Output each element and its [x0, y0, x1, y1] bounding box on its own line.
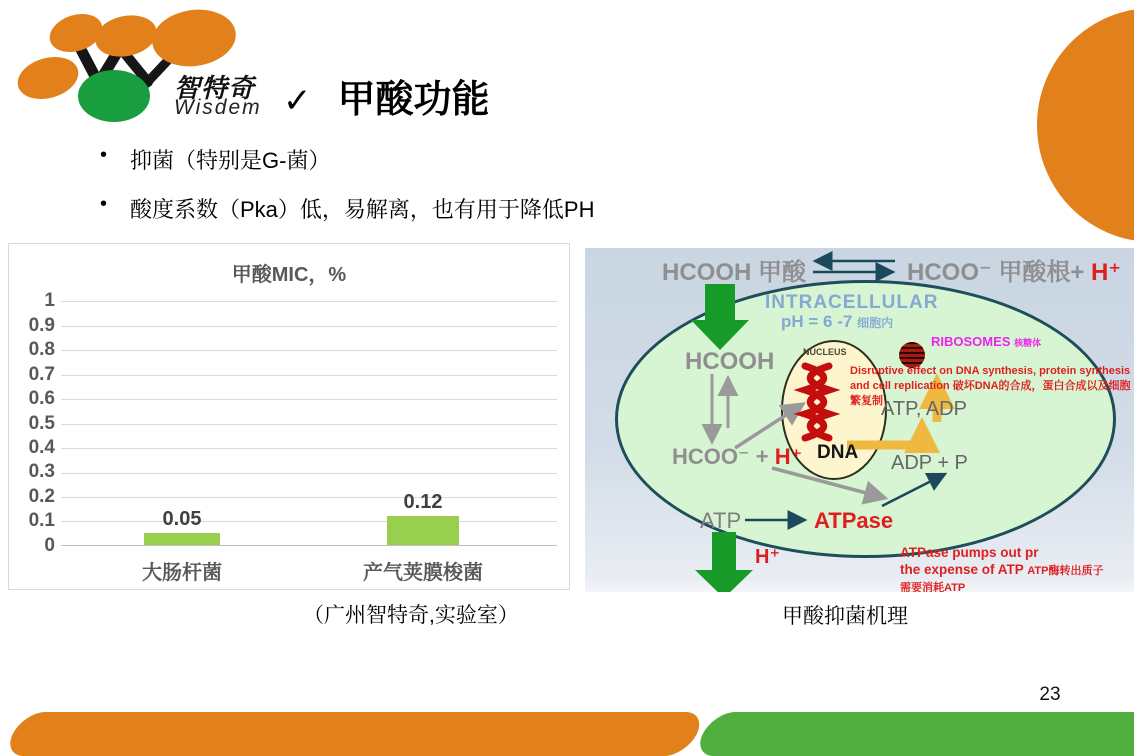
atp-adp-label: ATP, ADP	[881, 398, 967, 420]
y-tick: 0.1	[28, 510, 55, 531]
y-tick: 0.5	[28, 413, 55, 434]
gridline	[61, 399, 557, 400]
page-title	[283, 68, 490, 123]
nucleus-label: NUCLEUS	[803, 347, 847, 357]
y-tick: 0.9	[28, 315, 55, 336]
x-category-label: 产气荚膜梭菌	[363, 562, 483, 584]
list-item	[100, 193, 720, 224]
bullet-text: 抑菌（特别是G-菌）	[130, 148, 331, 173]
intracellular-label: INTRACELLULAR	[765, 292, 939, 313]
atp-label: ATP	[700, 508, 742, 533]
y-tick: 0.2	[28, 486, 55, 507]
atpase-label: ATPase	[814, 508, 894, 533]
disruption-text: Disruptive effect on DNA synthesis, protein synthesis and cell replication 破坏DNA的合成，蛋白合成以及细胞繁复制	[850, 365, 1131, 407]
hcooh-intracellular-label: HCOOH	[685, 348, 775, 375]
bar-ecoli	[144, 533, 220, 545]
hcoo-extracellular-label: HCOO⁻ 甲酸根+ H⁺	[907, 259, 1122, 286]
corner-orange-circle	[1037, 8, 1134, 242]
x-axis-line	[61, 545, 557, 546]
bullet-list	[100, 144, 720, 242]
y-tick: 0.3	[28, 461, 55, 482]
footer-orange-bar	[2, 712, 707, 756]
chart-source-caption: （广州智特奇,实验室）	[303, 604, 519, 627]
y-tick: 0.6	[28, 388, 55, 409]
gridline	[61, 473, 557, 474]
bullet-icon: •	[100, 144, 108, 166]
y-tick: 0.7	[28, 364, 55, 385]
mic-bar-chart	[8, 243, 570, 590]
gridline	[61, 350, 557, 351]
ribosomes-label: RIBOSOMES 核糖体	[931, 334, 1042, 349]
y-tick: 0.8	[28, 339, 55, 360]
bar-value-label: 0.12	[403, 491, 443, 513]
gridline	[61, 326, 557, 327]
gridline	[61, 301, 557, 302]
ph-label: pH = 6 -7 细胞内	[781, 312, 894, 331]
y-tick: 0	[44, 535, 55, 556]
adp-p-label: ADP + P	[891, 452, 968, 474]
bullet-icon: •	[100, 193, 108, 215]
green-pump-arrow	[695, 532, 753, 592]
bar-value-label: 0.05	[162, 508, 202, 530]
dna-helix-icon	[805, 366, 829, 438]
bullet-text: 酸度系数（Pka）低，易解离，也有用于降低PH	[130, 197, 595, 222]
footer-green-bar	[692, 712, 1134, 756]
gridline	[61, 424, 557, 425]
hcoo-intracellular-label: HCOO⁻ + H⁺	[672, 444, 803, 469]
company-logo	[14, 6, 274, 126]
page-number: 23	[1039, 684, 1061, 705]
hcooh-extracellular-label: HCOOH 甲酸	[662, 259, 806, 286]
diagram-caption: 甲酸抑菌机理	[782, 605, 908, 628]
green-down-arrow	[691, 284, 749, 350]
y-tick: 1	[44, 290, 55, 311]
page-title-text: 甲酸功能	[337, 79, 490, 121]
y-tick: 0.4	[28, 437, 55, 458]
list-item	[100, 144, 720, 175]
dna-label: DNA	[817, 442, 859, 463]
x-category-label: 大肠杆菌	[142, 562, 222, 584]
gridline	[61, 375, 557, 376]
hplus-pump-label: H⁺	[755, 546, 780, 568]
check-icon: ✓	[283, 82, 312, 120]
pump-text: ATPase pumps out pr the expense of ATP ATP酶转出质子 需要消耗ATP	[900, 545, 1104, 592]
brand-name-cn: 智特奇	[174, 73, 256, 103]
plot-area	[61, 301, 557, 546]
chart-title: 甲酸MIC，%	[231, 264, 347, 286]
gridline	[61, 448, 557, 449]
mechanism-diagram	[585, 248, 1134, 592]
brand-name-en: Wisdem	[174, 96, 262, 119]
bar-cperfringens	[387, 516, 459, 545]
